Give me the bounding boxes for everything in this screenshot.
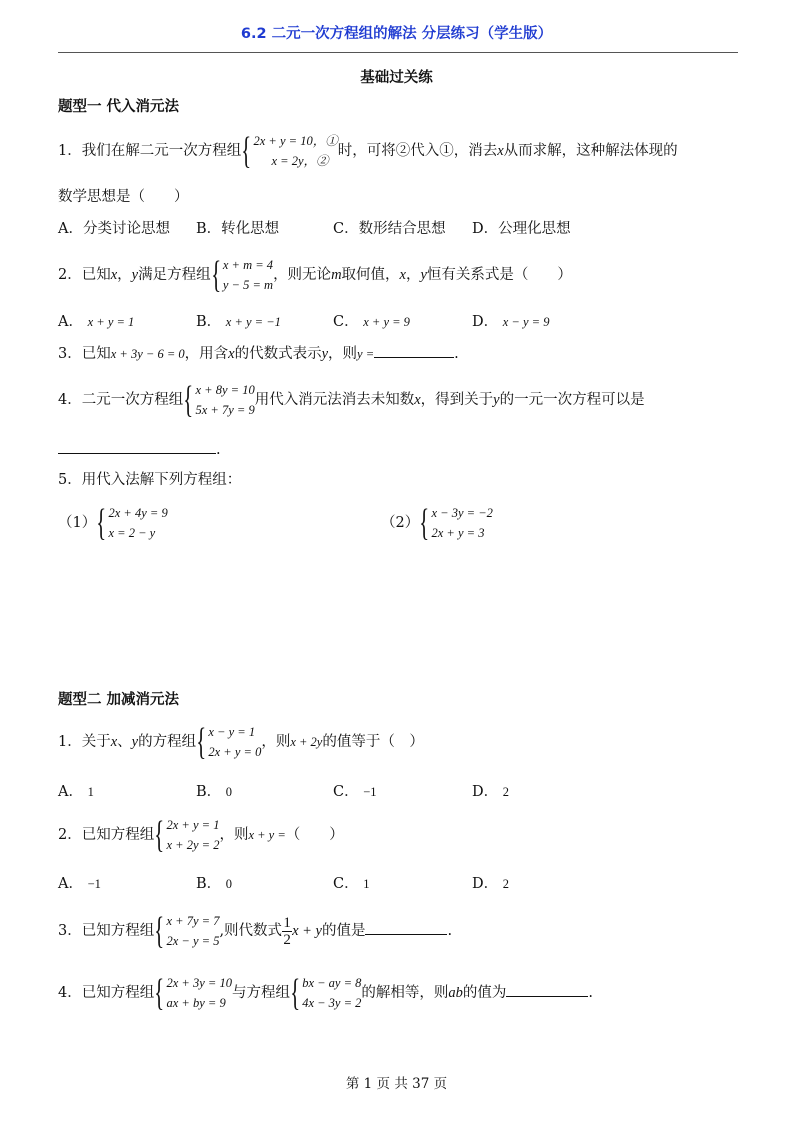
option-a	[58, 312, 134, 332]
sub-label: （1）	[58, 515, 97, 531]
q-expr: x + 3y − 6 = 0	[110, 347, 185, 361]
q-text: （ ）	[285, 827, 344, 843]
equation-line: ax + by = 9	[166, 996, 226, 1010]
option-expr: 0	[225, 877, 233, 891]
q-text: 2．已知	[58, 267, 111, 283]
option-b: B．转化思想	[196, 221, 280, 237]
option-expr: −1	[363, 785, 377, 799]
section-title-2: 题型二 加减消元法	[58, 692, 180, 708]
option-expr: −1	[87, 877, 101, 891]
q-text: 满足方程组	[138, 267, 211, 283]
brace-icon: {	[210, 254, 221, 296]
q-text: 的值是	[321, 923, 366, 939]
q-text: 4．二元一次方程组	[58, 392, 184, 408]
equation-line: 2x + 4y = 9	[108, 506, 168, 520]
question-1-4-line2	[58, 439, 221, 460]
q-text: ，则	[219, 827, 249, 843]
subtitle: 基础过关练	[360, 70, 433, 86]
q-text: 的值为	[462, 985, 507, 1001]
q-text: 用代入消元法消去未知数	[254, 392, 415, 408]
option-c: C．数形结合思想	[333, 221, 446, 237]
option-a	[58, 782, 94, 802]
fraction-numerator: 1	[283, 914, 291, 931]
page-footer: 第 1 页 共 37 页	[345, 1076, 448, 1092]
option-d: D．公理化思想	[472, 221, 571, 237]
equation-line: 2x + y = 10，①	[253, 134, 338, 148]
q-text: ，用含	[184, 346, 229, 362]
equation-system	[211, 255, 273, 295]
q-text: 与方程组	[231, 985, 290, 1001]
option-a	[58, 874, 101, 894]
document-header: 6.2 二元一次方程组的解法 分层练习（学生版）	[240, 26, 553, 42]
brace-icon: {	[241, 130, 252, 172]
q-text: 从而求解，这种解法体现的	[503, 143, 678, 159]
question-2-4	[58, 973, 593, 1013]
q-text: ，	[117, 267, 132, 283]
brace-icon: {	[154, 972, 165, 1014]
option-b	[196, 874, 232, 894]
option-c	[333, 312, 410, 332]
option-expr: x + y = 9	[363, 315, 410, 329]
q-text: 3．已知方程组	[58, 923, 155, 939]
equation-system	[290, 973, 361, 1013]
equation-line: x − y = 1	[208, 725, 256, 739]
equation-line: 2x + y = 3	[431, 526, 485, 540]
equation-line: bx − ay = 8	[302, 976, 362, 990]
q-var: x	[399, 267, 406, 283]
answer-blank[interactable]	[365, 920, 447, 935]
sub-label: （2）	[381, 515, 420, 531]
q-text: 4．已知方程组	[58, 985, 155, 1001]
q-var: y	[420, 267, 427, 283]
brace-icon: {	[419, 502, 430, 544]
equation-system	[154, 815, 219, 855]
question-1-4	[58, 380, 645, 420]
option-d	[472, 782, 509, 802]
question-1-2	[58, 255, 572, 295]
equation-system	[241, 131, 337, 171]
q-text: ，则无论	[273, 267, 332, 283]
equation-line: y − 5 = m	[222, 278, 274, 292]
answer-blank[interactable]	[58, 439, 216, 454]
equation-line: 2x + y = 0	[208, 745, 262, 759]
equation-line: 2x − y = 5	[166, 934, 220, 948]
option-label: A．	[58, 314, 83, 330]
q-expr: ab	[448, 985, 463, 1001]
brace-icon: {	[196, 721, 207, 763]
option-expr: 1	[87, 785, 94, 799]
option-c	[333, 874, 369, 894]
question-1-3	[58, 343, 459, 364]
question-2-2	[58, 815, 344, 855]
option-label: D．	[472, 876, 499, 892]
equation-system	[419, 503, 493, 543]
equation-line: x + 7y = 7	[166, 914, 220, 928]
equation-line: x − 3y = −2	[431, 506, 493, 520]
q-text: ，得到关于	[420, 392, 494, 408]
equation-line: x = 2y，②	[271, 154, 329, 168]
option-expr: 0	[225, 785, 233, 799]
q-text: .	[216, 442, 221, 458]
option-label: A．	[58, 784, 83, 800]
answer-blank[interactable]	[374, 343, 454, 358]
sub-problem-1	[58, 503, 168, 543]
q-text: 1．我们在解二元一次方程组	[58, 143, 242, 159]
option-label: A．	[58, 876, 83, 892]
brace-icon: {	[183, 379, 194, 421]
option-label: C．	[333, 876, 359, 892]
option-expr: x − y = 9	[502, 315, 550, 329]
q-text: 恒有关系式是（ ）	[426, 267, 572, 283]
option-label: B．	[196, 784, 222, 800]
fraction	[282, 915, 292, 948]
equation-system	[183, 380, 254, 420]
q-var: y	[131, 734, 139, 750]
answer-blank[interactable]	[506, 982, 588, 997]
equation-line: x + 2y = 2	[166, 838, 220, 852]
q-var: x	[414, 392, 421, 408]
sub-problem-2	[381, 503, 493, 543]
equation-system	[154, 911, 219, 951]
q-text: 、	[117, 734, 132, 750]
q-text: .	[447, 923, 453, 939]
option-label: D．	[472, 314, 499, 330]
option-expr: x + y = −1	[225, 315, 281, 329]
equation-line: x + m = 4	[222, 258, 274, 272]
q-expr: x + y	[292, 923, 322, 939]
option-c	[333, 782, 377, 802]
q-text: ，则	[328, 346, 358, 362]
q-var: x	[110, 267, 118, 283]
question-1-1	[58, 131, 678, 171]
question-2-1	[58, 722, 424, 762]
equation-system	[96, 503, 167, 543]
q-var: x	[228, 346, 235, 362]
q-text: 的方程组	[138, 734, 197, 750]
q-text: 3．已知	[58, 346, 111, 362]
brace-icon: {	[290, 972, 301, 1014]
question-2-3	[58, 911, 452, 951]
q-var: x	[497, 143, 504, 159]
q-expr: y =	[357, 347, 375, 361]
option-label: B．	[196, 876, 222, 892]
option-label: B．	[196, 314, 222, 330]
equation-line: 2x + y = 1	[166, 818, 220, 832]
option-expr: 1	[363, 877, 370, 891]
q-var: y	[493, 392, 500, 408]
option-d	[472, 874, 509, 894]
q-text: .	[588, 985, 594, 1001]
option-label: D．	[472, 784, 499, 800]
q-text: ，	[405, 267, 421, 283]
q-var: x	[110, 734, 118, 750]
q-var: m	[331, 267, 342, 283]
q-text: 2．已知方程组	[58, 827, 155, 843]
option-expr: x + y = 1	[87, 315, 135, 329]
q-text: 1．关于	[58, 734, 111, 750]
q-var: y	[321, 346, 329, 362]
brace-icon: {	[154, 910, 165, 952]
option-expr: 2	[502, 877, 509, 891]
q-text: 的一元一次方程可以是	[499, 392, 645, 408]
q-text: 时，可将②代入①，消去	[337, 143, 498, 159]
q-text: ，则	[261, 734, 291, 750]
q-text: .	[454, 346, 459, 362]
option-a: A．分类讨论思想	[58, 221, 170, 237]
equation-system	[154, 973, 232, 1013]
question-1-1-line2: 数学思想是（ ）	[58, 189, 189, 205]
option-b	[196, 312, 281, 332]
option-b	[196, 782, 232, 802]
option-label: C．	[333, 784, 359, 800]
q-text: 的解相等，则	[361, 985, 449, 1001]
q-var: y	[131, 267, 139, 283]
header-divider	[58, 52, 738, 53]
q-text: 取何值，	[341, 267, 400, 283]
question-1-5: 5．用代入法解下列方程组：	[58, 472, 242, 488]
q-expr: x + y =	[248, 828, 286, 842]
q-text: 的代数式表示	[234, 346, 322, 362]
equation-line: x + 8y = 10	[195, 383, 255, 397]
section-title-1: 题型一 代入消元法	[58, 99, 180, 115]
option-d	[472, 312, 549, 332]
fraction-denominator: 2	[283, 931, 291, 948]
option-label: C．	[333, 314, 359, 330]
option-expr: 2	[502, 785, 509, 799]
equation-line: 5x + 7y = 9	[195, 403, 255, 417]
equation-system	[196, 722, 261, 762]
q-text: ,则代数式	[219, 923, 283, 939]
equation-line: 2x + 3y = 10	[166, 976, 232, 990]
q-expr: x + 2y	[290, 735, 323, 749]
brace-icon: {	[154, 814, 165, 856]
brace-icon: {	[96, 502, 107, 544]
q-text: 的值等于（ ）	[322, 734, 424, 750]
equation-line: 4x − 3y = 2	[302, 996, 362, 1010]
equation-line: x = 2 − y	[108, 526, 156, 540]
